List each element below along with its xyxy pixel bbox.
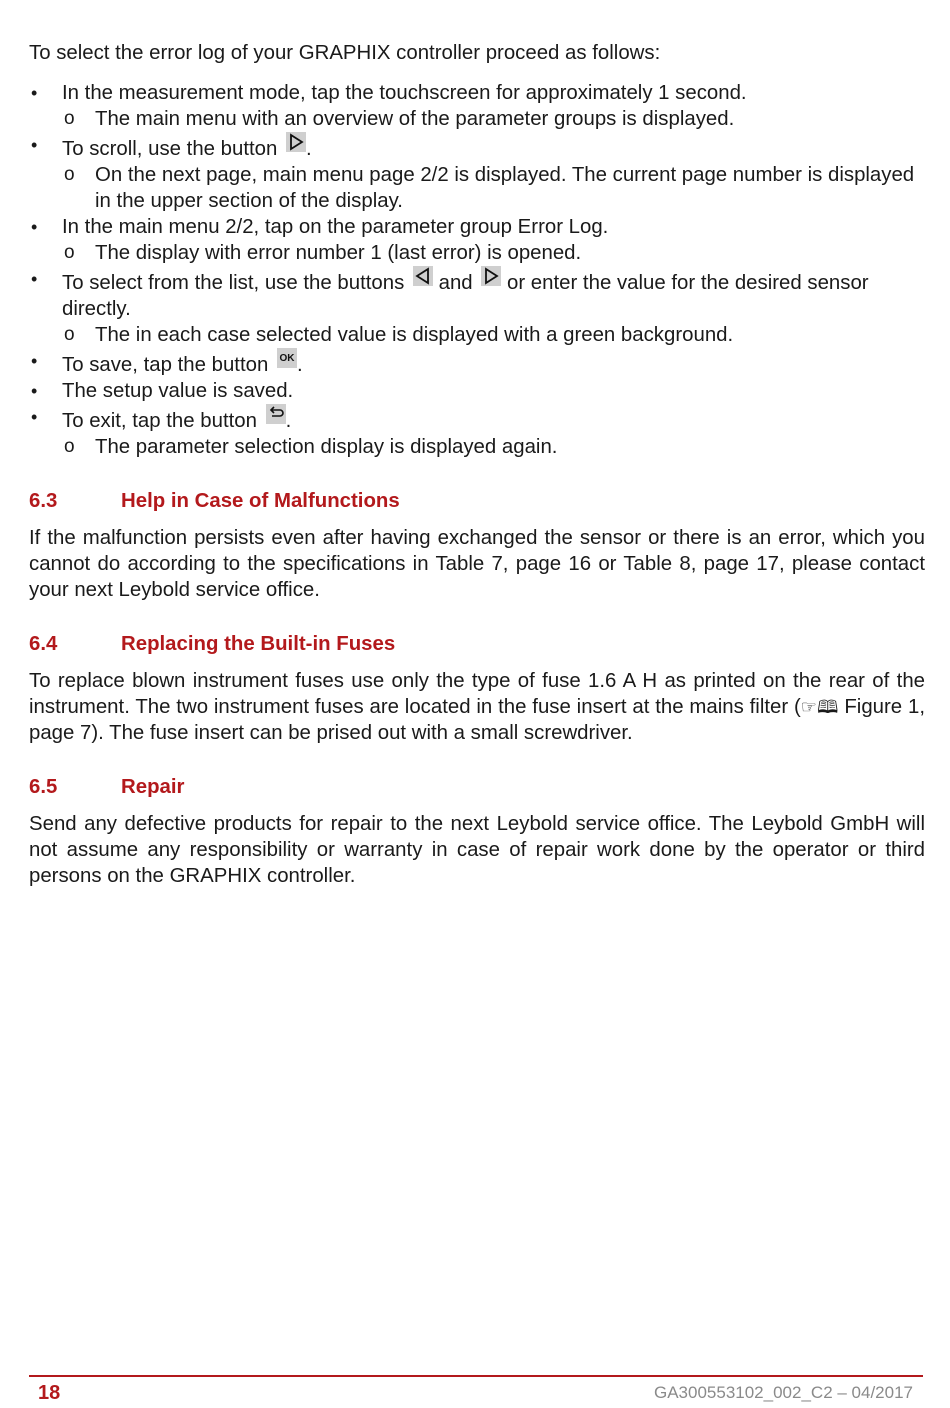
sub-list-item: o On the next page, main menu page 2/2 is displayed. The current page number is displayed in the upper section of the display. [62,162,925,214]
section-title: Help in Case of Malfunctions [121,490,400,512]
list-item [29,266,925,348]
section-body-part: To replace blown instrument fuses use only the type of fuse 1.6 A H as printed on the rear of the instrument. The two instrument fuses are located in the fuse insert at the mains filter ( [29,670,925,718]
ok-label: OK [279,353,295,364]
section-heading-6-5 [29,774,925,800]
right-triangle-button-icon [286,132,306,152]
page-content [29,40,925,889]
step-text: In the main menu 2/2, tap on the parameter group Error Log. [62,216,609,238]
step-text: To exit, tap the button [62,410,257,432]
list-item [29,132,925,214]
intro-text: To select the error log of your GRAPHIX controller proceed as follows: [29,42,661,64]
ok-button-icon [277,348,297,368]
document-id: GA300553102_002_C2 – 04/2017 [653,1383,913,1402]
sub-list-item: o The main menu with an overview of the parameter groups is displayed. [62,106,925,132]
section-body: If the malfunction persists even after having exchanged the sensor or there is an error, which you cannot do according to the specifications in Table 7, page 16 or Table 8, page 17, please contact your next Leybold service office. [29,527,925,601]
page-number: 18 [38,1382,61,1404]
section-body [29,668,925,746]
left-triangle-button-icon [413,266,433,286]
footer-divider [29,1375,923,1377]
sub-list-item: o The display with error number 1 (last error) is opened. [62,240,925,266]
section-number: 6.4 [29,633,58,655]
step-text: In the measurement mode, tap the touchscreen for approximately 1 second. [62,82,747,104]
procedure-list [29,80,925,460]
reference-book-icon: ☞🕮 [800,697,839,717]
section-number: 6.5 [29,776,58,798]
step-text: To select from the list, use the buttons [62,272,405,294]
sub-list-item: o The in each case selected value is displayed with a green background. [62,322,925,348]
section-heading-6-4 [29,631,925,657]
list-item [29,378,925,404]
step-text-end: . [285,410,292,432]
step-text: To save, tap the button [62,354,269,376]
step-text-end: . [297,354,303,376]
section-heading-6-3 [29,488,925,514]
step-text: To scroll, use the button [62,138,278,160]
step-text-end: . [306,138,312,160]
step-text: or enter the value for the desired sensor directly. [62,272,869,320]
list-item [29,214,925,266]
section-number: 6.3 [29,490,58,512]
list-item [29,404,925,460]
step-text: and [438,272,473,294]
list-item [29,348,925,378]
sub-list-item: o The parameter selection display is displayed again. [62,434,925,460]
return-button-icon [266,404,286,424]
step-text: The setup value is saved. [62,380,294,402]
list-item [29,80,925,132]
right-triangle-button-icon [481,266,501,286]
section-body-part: Figure 1, page 7). The fuse insert can be prised out with a small screwdriver. [29,696,925,744]
section-body: Send any defective products for repair to the next Leybold service office. The Leybold GmbH will not assume any responsibility or warranty in case of repair work done by the operator or third persons on the GRAPHIX controller. [29,813,925,887]
section-title: Repair [121,776,185,798]
section-title: Replacing the Built-in Fuses [121,633,396,655]
